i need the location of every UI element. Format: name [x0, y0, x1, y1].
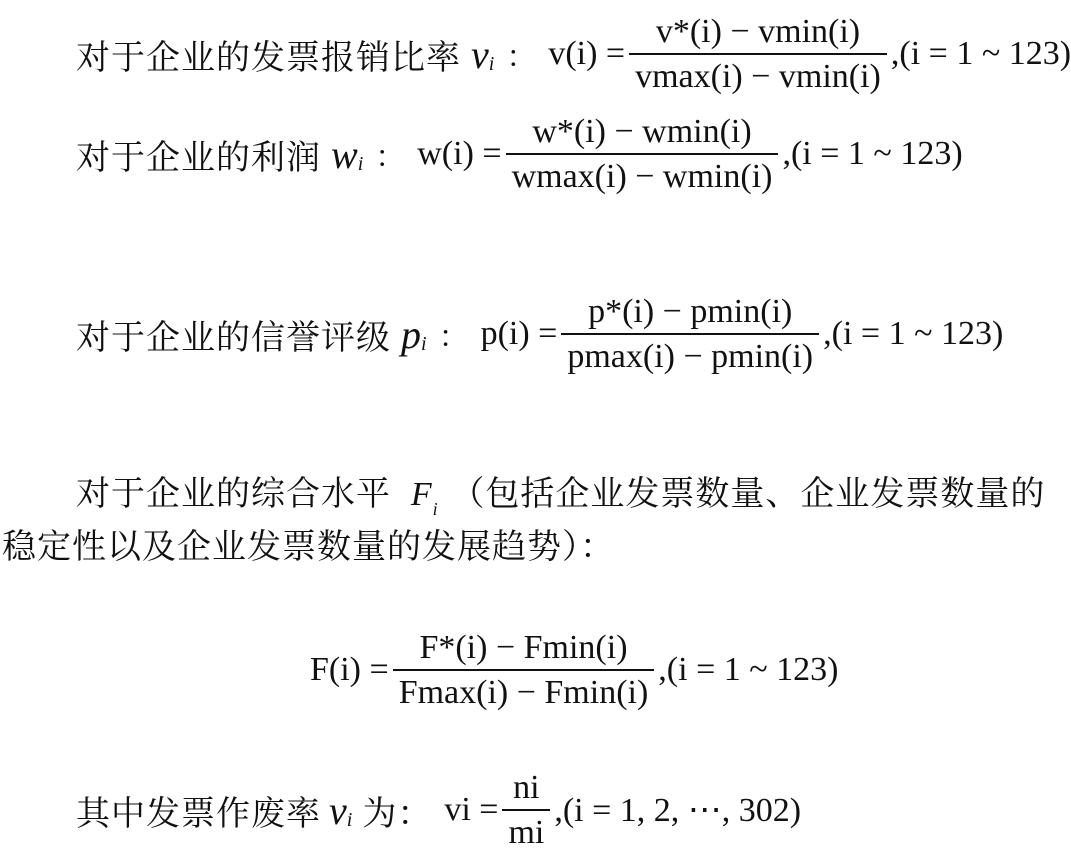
overall-level-line-2: 稳定性以及企业发票数量的发展趋势）：	[2, 527, 615, 567]
p-normalization-formula	[481, 292, 1004, 376]
p-denominator: pmax(i) − pmin(i)	[567, 338, 814, 376]
credit-rating-label: 对于企业的信誉评级	[76, 317, 391, 358]
void-rate-label: 其中发票作废率	[76, 793, 321, 834]
p-colon: ：	[438, 320, 469, 356]
v-formula-lhs: v(i) =	[548, 35, 626, 73]
overall-level-label: 对于企业的综合水平	[76, 474, 391, 514]
f-subscript: i	[432, 499, 439, 519]
overall-level-paragraph	[0, 470, 1049, 571]
w-fraction	[506, 112, 779, 196]
void-fraction	[502, 768, 550, 852]
void-fraction-bar	[502, 809, 550, 811]
v-numerator: v*(i) − vmin(i)	[655, 13, 861, 50]
w-subscript: i	[357, 152, 364, 175]
v-subscript: i	[488, 52, 495, 75]
p-fraction	[561, 292, 819, 376]
credit-rating-row	[76, 292, 1003, 376]
w-range: ,(i = 1 ~ 123)	[782, 135, 963, 173]
v-symbol: v	[471, 31, 489, 77]
f-fraction-bar	[393, 669, 655, 671]
void-rate-suffix: 为：	[362, 793, 433, 834]
p-symbol: p	[401, 311, 421, 357]
w-symbol: w	[331, 131, 358, 177]
v-normalization-formula	[548, 12, 1071, 96]
void-formula-lhs: vi =	[444, 791, 499, 829]
overall-level-note: （包括企业发票数量、企业发票数量的	[450, 474, 1046, 514]
p-formula-lhs: p(i) =	[480, 315, 558, 353]
f-formula-block	[310, 628, 838, 712]
overall-level-line-1	[0, 470, 1049, 523]
invoice-reimbursement-rate-label: 对于企业的发票报销比率	[76, 37, 461, 78]
v-fraction-bar	[629, 53, 887, 55]
f-fraction	[393, 628, 655, 712]
w-formula-lhs: w(i) =	[417, 135, 502, 173]
profit-row	[76, 112, 963, 196]
profit-label: 对于企业的利润	[76, 137, 321, 178]
w-fraction-bar	[506, 153, 779, 155]
f-range: ,(i = 1 ~ 123)	[658, 651, 839, 689]
void-numerator: ni	[513, 769, 540, 806]
w-colon: ：	[375, 140, 406, 176]
void-rate-row	[76, 768, 801, 852]
void-v-symbol: v	[329, 787, 347, 833]
f-formula-lhs: F(i) =	[310, 651, 389, 689]
f-normalization-formula	[310, 628, 838, 712]
p-subscript: i	[421, 332, 427, 355]
p-range: ,(i = 1 ~ 123)	[823, 315, 1004, 353]
v-colon: ：	[506, 40, 537, 76]
v-denominator: vmax(i) − vmin(i)	[635, 58, 881, 96]
f-denominator: Fmax(i) − Fmin(i)	[398, 674, 649, 712]
void-range: ,(i = 1, 2, ⋯, 302)	[554, 792, 802, 830]
v-fraction	[629, 12, 887, 96]
w-normalization-formula	[417, 112, 962, 196]
void-rate-formula	[444, 768, 801, 852]
w-numerator: w*(i) − wmin(i)	[532, 113, 752, 150]
v-range: ,(i = 1 ~ 123)	[890, 35, 1071, 73]
f-symbol: F	[410, 476, 433, 513]
w-denominator: wmax(i) − wmin(i)	[511, 158, 773, 196]
p-fraction-bar	[561, 333, 819, 335]
invoice-reimbursement-rate-row	[76, 12, 1071, 96]
f-numerator: F*(i) − Fmin(i)	[419, 629, 628, 666]
void-v-subscript: i	[346, 808, 353, 831]
void-denominator: mi	[508, 814, 545, 852]
p-numerator: p*(i) − pmin(i)	[588, 293, 793, 330]
